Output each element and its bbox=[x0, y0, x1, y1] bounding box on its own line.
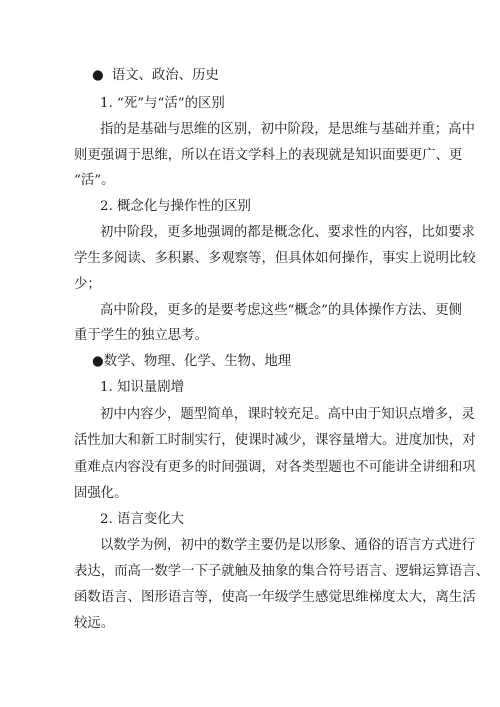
paragraph-line: 活性加大和新工时制实行，使课时减少，课容量增大。进度加快，对 bbox=[74, 433, 476, 448]
paragraph-line: 函数语言、图形语言等，使高一年级学生感觉思维梯度太大，离生活 bbox=[74, 590, 476, 605]
section-title: 数学、物理、化学、生物、地理 bbox=[103, 354, 292, 369]
paragraph-line: 较远。 bbox=[74, 616, 115, 631]
item-heading: 2. 概念化与操作性的区别 bbox=[100, 199, 251, 214]
paragraph-line: 重于学生的独立思考。 bbox=[74, 328, 208, 343]
paragraph-line: 表达，而高一数学一下子就触及抽象的集合符号语言、逻辑运算语言、 bbox=[74, 564, 490, 579]
section-heading bbox=[92, 354, 291, 370]
paragraph-line: 以数学为例，初中的数学主要仍是以形象、通俗的语言方式进行 bbox=[100, 538, 475, 553]
paragraph-line: 固强化。 bbox=[74, 486, 128, 501]
paragraph-line: 少； bbox=[74, 277, 101, 292]
bullet-icon: ● bbox=[92, 354, 104, 369]
bullet-icon: ● bbox=[92, 68, 104, 83]
paragraph-line: “活”。 bbox=[74, 173, 115, 188]
paragraph-line: 学生多阅读、多积累、多观察等，但具体如何操作，事实上说明比较 bbox=[74, 251, 476, 266]
section-title: 语文、政治、历史 bbox=[111, 68, 219, 83]
paragraph-line: 指的是基础与思维的区别，初中阶段，是思维与基础并重；高中 bbox=[100, 122, 475, 137]
item-heading: 2. 语言变化大 bbox=[100, 512, 184, 527]
paragraph-line: 重难点内容没有更多的时间强调，对各类型题也不可能讲全讲细和巩 bbox=[74, 460, 476, 475]
paragraph-line: 初中内容少，题型简单，课时较充足。高中由于知识点增多，灵 bbox=[100, 407, 475, 422]
section-heading bbox=[92, 68, 219, 84]
item-heading: 1. “死”与“活”的区别 bbox=[100, 96, 225, 111]
paragraph-line: 则更强调于思维，所以在语文学科上的表现就是知识面要更广、更 bbox=[74, 148, 463, 163]
paragraph-line: 高中阶段，更多的是要考虑这些“概念”的具体操作方法、更侧 bbox=[100, 303, 462, 318]
item-heading: 1. 知识量剧增 bbox=[100, 380, 184, 395]
paragraph-line: 初中阶段，更多地强调的都是概念化、要求性的内容，比如要求 bbox=[100, 225, 475, 240]
